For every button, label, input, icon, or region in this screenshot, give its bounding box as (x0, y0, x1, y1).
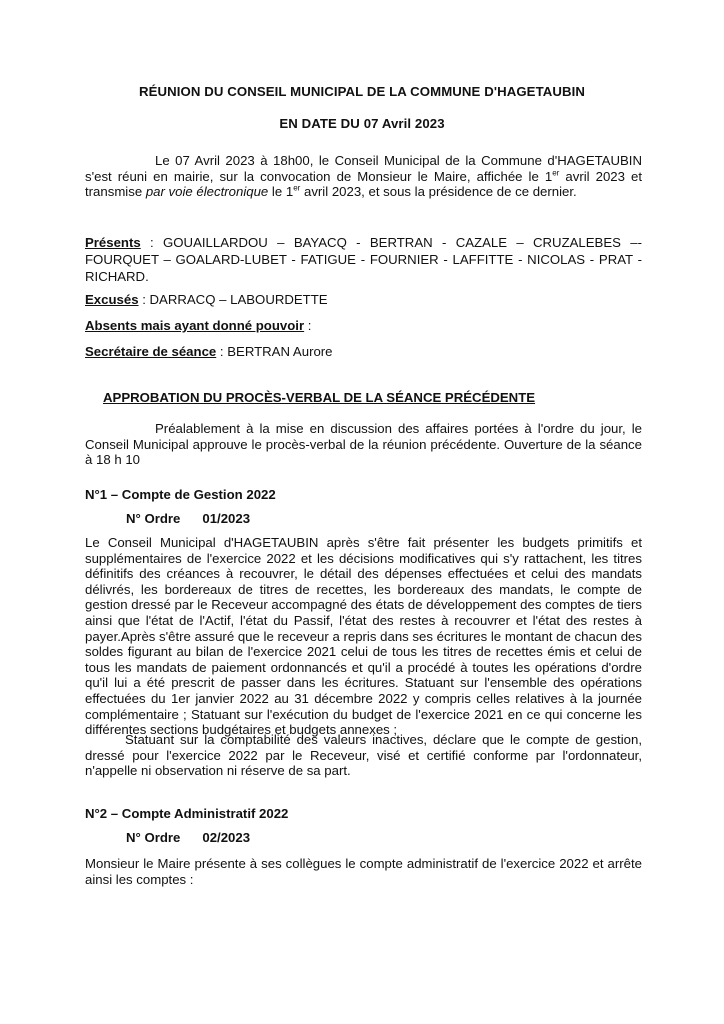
absents-value: : (304, 318, 312, 333)
item2-order: N° Ordre 02/2023 (126, 830, 251, 845)
approval-heading: APPROBATION DU PROCÈS-VERBAL DE LA SÉANCE PRÉCÉDENTE (103, 390, 536, 405)
secretaire-label: Secrétaire de séance (85, 344, 217, 359)
absents-line (85, 318, 311, 334)
excuses-label: Excusés (85, 292, 139, 307)
document-date: EN DATE DU 07 Avril 2023 (279, 116, 445, 131)
intro-paragraph: Le 07 Avril 2023 à 18h00, le Conseil Municipal de la Commune d'HAGETAUBIN s'est réuni en mairie, sur la convocation de Monsieur le Maire, affichée le 1er avril 2023 et transmise par voie électronique le 1er avril 2023, et sous la présidence de ce dernier. (85, 153, 643, 200)
item1-paragraph: Le Conseil Municipal d'HAGETAUBIN après s'être fait présenter les budgets primitifs et supplémentaires de l'exercice 2022 et les décisions modificatives qui s'y rattachent, les titres définitifs des créances à recouvrer, le détail des dépenses effectuées et celui des mandats délivrés, les bordereaux de titres de recettes, les bordereaux des mandats, le compte de gestion dressé par le Receveur accompagné des états de développement des comptes de tiers ainsi que l'état de l'Actif, l'état du Passif, l'état des restes à recouvrer et l'état des restes à payer.Après s'être assuré que le receveur a repris dans ses écritures le montant de chacun des soldes figurant au bilan de l'exercice 2021 celui de tous les titres de recettes émis et celui de tous les mandats de paiement ordonnancés et qu'il a procédé à toutes les opérations d'ordre qu'il lui a été prescrit de passer dans les écritures. Statuant sur l'ensemble des opérations effectuées du 1er janvier 2022 au 31 décembre 2022 y compris celles relatives à la journée complémentaire ; Statuant sur l'exécution du budget de l'exercice 2021 en ce qui concerne les différentes sections budgétaires et budgets annexes ; (85, 535, 642, 738)
item1-order: N° Ordre 01/2023 (126, 511, 251, 526)
presents-value: : GOUAILLARDOU – BAYACQ - BERTRAN - CAZALE – CRUZALEBES –- FOURQUET – GOALARD-LUBET - FATIGUE - FOURNIER - LAFFITTE - NICOLAS - PRAT - RICHARD. (85, 235, 642, 284)
excuses-value: : DARRACQ – LABOURDETTE (138, 292, 328, 307)
item1-heading: N°1 – Compte de Gestion 2022 (85, 487, 276, 502)
approval-paragraph: Préalablement à la mise en discussion des affaires portées à l'ordre du jour, le Conseil Municipal approuve le procès-verbal de la réunion précédente. Ouverture de la séance à 18 h 10 (85, 421, 642, 468)
document-title: RÉUNION DU CONSEIL MUNICIPAL DE LA COMMUNE D'HAGETAUBIN (138, 84, 586, 99)
absents-label: Absents mais ayant donné pouvoir (85, 318, 305, 333)
presents-line (85, 234, 642, 285)
item1-paragraph-2: Statuant sur la comptabilité des valeurs inactives, déclare que le compte de gestion, dressé pour l'exercice 2022 par le Receveur, visé et certifié conforme par l'ordonnateur, n'appelle ni observation ni réserve de sa part. (85, 732, 642, 779)
presents-label: Présents (85, 235, 141, 250)
item2-paragraph: Monsieur le Maire présente à ses collègues le compte administratif de l'exercice 2022 et arrête ainsi les comptes : (85, 856, 642, 887)
secretaire-value: : BERTRAN Aurore (216, 344, 333, 359)
item2-heading: N°2 – Compte Administratif 2022 (85, 806, 289, 821)
excuses-line (85, 292, 328, 308)
secretaire-line (85, 344, 333, 360)
